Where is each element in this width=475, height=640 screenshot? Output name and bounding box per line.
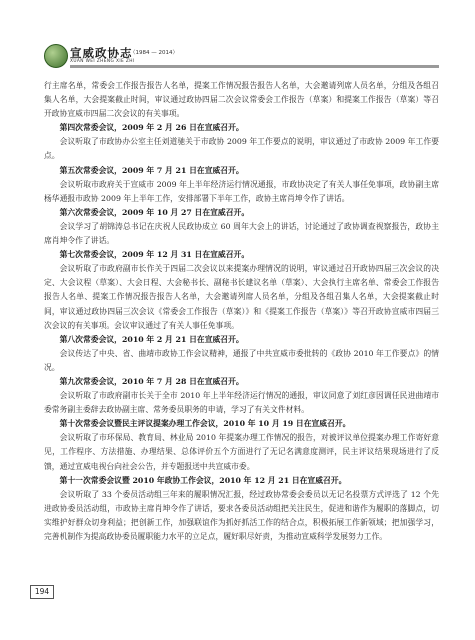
- body-paragraph: 会议听取了市环保局、教育局、林业局 2010 年提案办理工作情况的报告，对被评议单位提案办理工作寄好意见，工作程序、方法措施、办理结果、总体评价五个方面进行了无记名满意度测评，民主评议结果现场进行了反馈，通过宣威电视台向社会公告，并专题报送中共宣威市委。: [44, 433, 439, 471]
- meeting-heading: 第七次常委会议，2009 年 12 月 31 日在宣威召开。: [59, 250, 250, 260]
- page-body: [44, 79, 439, 544]
- meeting-heading: 第六次常委会议，2009 年 10 月 27 日在宣威召开。: [59, 207, 250, 217]
- meeting-heading: 第五次常委会议，2009 年 7 月 21 日在宣威召开。: [59, 165, 244, 175]
- body-paragraph: 会议听取了市政协办公室主任刘道驰关于市政协 2009 年工作要点的说明，审议通过了市政协 2009 年工作要点。: [44, 137, 439, 161]
- meeting-heading: 第九次常委会议，2010 年 7 月 28 日在宣威召开。: [59, 376, 244, 386]
- body-paragraph: 会议听取市政府关于宣威市 2009 年上半年经济运行情况通报，市政协决定了有关人事任免事项，政协副主席杨华通报市政协 2009 年上半年工作，安排部署下半年工作，政协主席肖坤令作了讲话。: [44, 179, 439, 203]
- header-rule: [70, 65, 439, 68]
- body-paragraph: 会议听取了市政府副市长作关于四届二次会议以来提案办理情况的说明，审议通过召开政协四届三次会议的决定、大会议程（草案）、大会日程、大会秘书长、副秘书长建议名单（草案）、大会执行主席名单、常委会工作报告报告人名单、提案工作情况报告报告人名单，大会邀请列席人员名单，分组及各组召集人名单，大会提案截止时间，审议通过政协四届三次会议《常委会工作报告（草案）》和《提案工作报告（草案）》等召开政协宣威市四届三次会议的有关事项。会议审议通过了有关人事任免事项。: [44, 264, 439, 330]
- page-number: 194: [30, 585, 54, 599]
- book-years: （1984 — 2014）: [130, 50, 178, 56]
- body-paragraph: 会议听取了 33 个委员活动组三年来的履职情况汇报，经过政协常委会委员以无记名投票方式评选了 12 个先进政协委员活动组，市政协主席肖坤令作了讲话，要求各委员活动组把关注民生，促进和谐作为履职的落脚点，切实维护好群众切身利益；把创新工作，加强联谊作为抓好抓活工作的结合点，积极拓展工作新领域；把加强学习，完善机制作为提高政协委员履职能力水平的立足点，履好职尽好责，为推动宣威科学发展努力工作。: [44, 489, 439, 541]
- meeting-heading: 第八次常委会议，2010 年 2 月 21 日在宣威召开。: [59, 334, 244, 344]
- body-paragraph: 行主席名单，常委会工作报告报告人名单，提案工作情况报告报告人名单，大会邀请列席人员名单，分组及各组召集人名单，大会提案截止时间，审议通过政协四届二次会议常委会工作报告（草案）和提案工作报告（草案）等召开政协宣威市四届二次会议的有关事项。: [44, 81, 439, 119]
- body-paragraph: 会议听取了市政府副市长关于全市 2010 年上半年经济运行情况的通报，审议同意了刘红彦因调任民进曲靖市委常务副主委辞去政协副主席、常务委员职务的申请，学习了有关文件材料。: [44, 391, 439, 415]
- page-header: [44, 44, 439, 70]
- body-paragraph: 会议学习了胡锦涛总书记在庆祝人民政协成立 60 周年大会上的讲话，讨论通过了政协调查视察报告，政协主席肖坤令作了讲话。: [44, 221, 439, 246]
- meeting-heading: 第十一次常委会议暨 2010 年政协工作会议，2010 年 12 月 21 日在宣威召开。: [59, 475, 347, 485]
- body-paragraph: 会议传达了中央、省、曲靖市政协工作会议精神，通报了中共宣威市委批转的《政协 2010 年工作要点》的情况。: [44, 348, 439, 372]
- meeting-heading: 第十次常委会议暨民主评议提案办理工作会议，2010 年 10 月 19 日在宣威召开。: [59, 419, 351, 429]
- book-title: 宣威政协志: [70, 46, 133, 60]
- book-title-pinyin: XUAN WEI ZHENG XIE ZHI: [70, 59, 135, 64]
- meeting-heading: 第四次常委会议，2009 年 2 月 26 日在宣威召开。: [59, 123, 244, 133]
- emblem-icon: [44, 44, 68, 68]
